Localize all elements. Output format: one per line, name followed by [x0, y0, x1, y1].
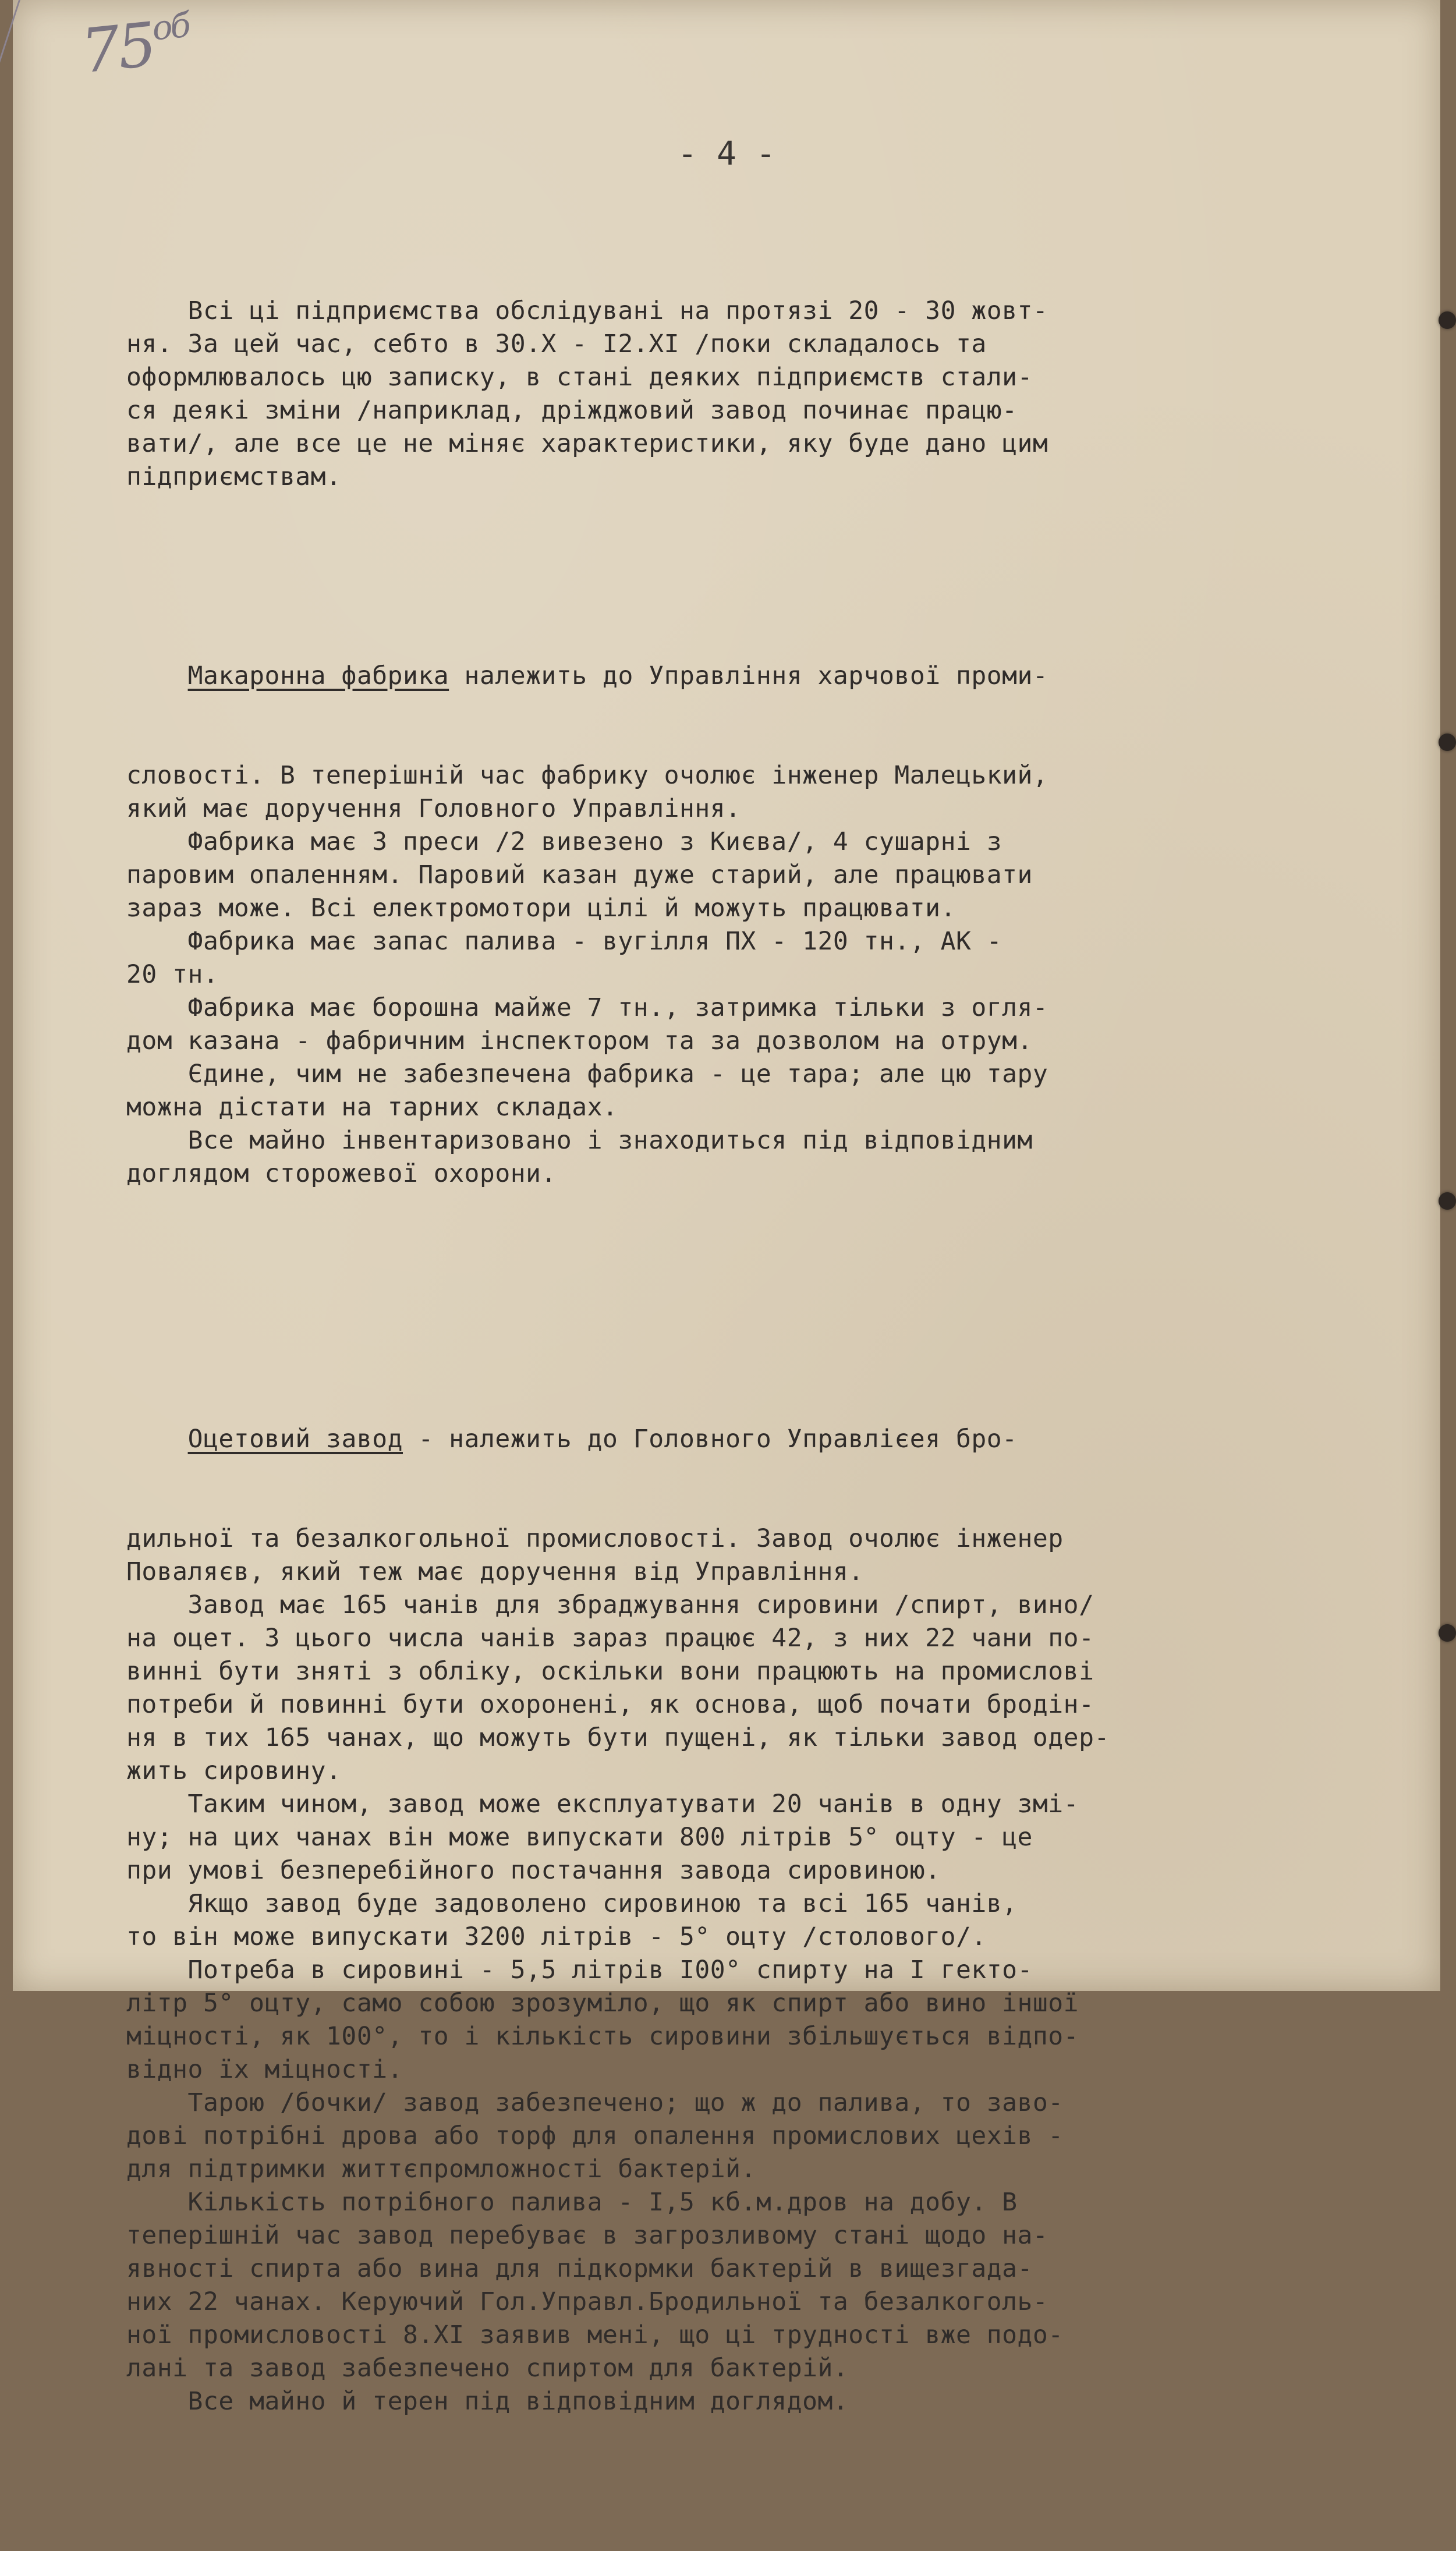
text-line: ся деякі зміни /наприклад, дріжджовий завод починає працю-	[126, 396, 1018, 425]
text-line: Таким чином, завод може експлуатувати 20 чанів в одну змі-	[126, 1790, 1079, 1819]
text-line: доглядом сторожевої охорони.	[126, 1159, 557, 1188]
text-line: то він може випускати 3200 літрів - 5° оцту /столового/.	[126, 1922, 987, 1951]
text-line: явності спирта або вина для підкормки бактерій в вищезгада-	[126, 2254, 1033, 2283]
paragraph-vinegar-plant	[126, 1356, 1279, 2485]
text-line: зараз може. Всі електромотори цілі й можуть працювати.	[126, 894, 956, 923]
text-line: підприємствам.	[126, 462, 342, 491]
text-line: жить сировину.	[126, 1756, 342, 1785]
text-line: який має доручення Головного Управління.	[126, 794, 741, 823]
text-line: дом казана - фабричним інспектором та за дозволом на отрум.	[126, 1026, 1033, 1055]
paragraph-macaroni-factory	[126, 593, 1279, 1257]
text-line: Тарою /бочки/ завод забезпечено; що ж до палива, то заво-	[126, 2088, 1064, 2117]
text-line: них 22 чанах. Керуючий Гол.Управл.Бродильної та безалкоголь-	[126, 2287, 1048, 2316]
text-line: винні бути зняті з обліку, оскільки вони працюють на промислові	[126, 1657, 1094, 1686]
text-line: паровим опаленням. Паровий казан дуже старий, але працювати	[126, 860, 1033, 890]
binding-hole	[1439, 311, 1456, 329]
text-line: при умові безперебійного постачання завода сировиною.	[126, 1856, 941, 1885]
text-line: Завод має 165 чанів для збраджування сировини /спирт, вино/	[126, 1590, 1094, 1620]
section-heading-line: Макаронна фабрика належить до Управління харчової проми-	[187, 661, 1048, 690]
text-line: потреби й повинні бути охоронені, як основа, щоб почати бродін-	[126, 1690, 1094, 1719]
document-body	[126, 228, 1279, 2551]
text-line: словості. В теперішній час фабрику очолює інженер Малецький,	[126, 761, 1048, 790]
text-line: ня. За цей час, себто в 30.X - I2.XI /поки складалось та	[126, 329, 987, 359]
text-line: 20 тн.	[126, 960, 219, 989]
text-line: Кількість потрібного палива - I,5 кб.м.дров на добу. В	[126, 2188, 1018, 2217]
text-line: можна дістати на тарних складах.	[126, 1093, 618, 1122]
text-line: Фабрика має запас палива - вугілля ПХ - 120 тн., АК -	[126, 927, 1002, 956]
text-line: Якщо завод буде задоволено сировиною та всі 165 чанів,	[126, 1889, 1018, 1918]
binding-hole	[1439, 734, 1456, 751]
document-page	[13, 0, 1440, 2416]
text-line: дильної та безалкогольної промисловості. Завод очолює інженер	[126, 1524, 1064, 1553]
section-heading-vinegar: Оцетовий завод	[187, 1425, 403, 1454]
text-line: відно їх міцності.	[126, 2055, 403, 2084]
text-line: Потреба в сировині - 5,5 літрів I00° спирту на I гекто-	[126, 1955, 1033, 1985]
text-line: вати/, але все це не міняє характеристики, яку буде дано цим	[126, 429, 1048, 458]
text-line: Фабрика має 3 преси /2 вивезено з Києва/, 4 сушарні з	[126, 827, 1002, 856]
text-line: міцності, як 100°, то і кількість сировини збільшується відпо-	[126, 2022, 1079, 2051]
text-line: Всі ці підприємства обслідувані на протязі 20 - 30 жовт-	[126, 296, 1048, 325]
text-line: лані та завод забезпечено спиртом для бактерій.	[126, 2354, 849, 2383]
text-line: Все майно й терен під відповідним доглядом.	[126, 2387, 849, 2416]
text-line: на оцет. З цього числа чанів зараз працює 42, з них 22 чани по-	[126, 1624, 1094, 1653]
archive-folio-mark: $75^{об}$	[78, 5, 190, 87]
text-line: Єдине, чим не забезпечена фабрика - це тара; але цю тару	[126, 1060, 1048, 1089]
text-line: ня в тих 165 чанах, що можуть бути пущені, як тільки завод одер-	[126, 1723, 1110, 1752]
text-line: Фабрика має борошна майже 7 тн., затримка тільки з огля-	[126, 993, 1048, 1022]
text-line: ної промисловості 8.XI заявив мені, що ці трудності вже подо-	[126, 2320, 1064, 2350]
text-line: теперішній час завод перебуває в загрозливому стані щодо на-	[126, 2221, 1048, 2250]
section-heading-line: Оцетовий завод - належить до Головного Управлієея бро-	[187, 1425, 1018, 1454]
text-line: для підтримки життєпромложності бактерій.	[126, 2155, 756, 2184]
text-line: літр 5° оцту, само собою зрозуміло, що як спирт або вино іншої	[126, 1989, 1079, 2018]
text-line: оформлювалось цю записку, в стані деяких підприємств стали-	[126, 363, 1033, 392]
page-number: - 4 -	[677, 135, 776, 173]
text-line: ну; на цих чанах він може випускати 800 літрів 5° оцту - це	[126, 1823, 1033, 1852]
paragraph-intro	[126, 295, 1279, 494]
section-heading-macaroni: Макаронна фабрика	[187, 661, 449, 690]
text-line: дові потрібні дрова або торф для опалення промислових цехів -	[126, 2121, 1064, 2150]
text-line: Все майно інвентаризовано і знаходиться під відповідним	[126, 1126, 1033, 1155]
binding-hole	[1439, 1192, 1456, 1210]
text-line: Поваляєв, який теж має доручення від Управління.	[126, 1557, 864, 1586]
margin-pencil-line	[0, 0, 24, 122]
binding-hole	[1439, 1624, 1456, 1642]
